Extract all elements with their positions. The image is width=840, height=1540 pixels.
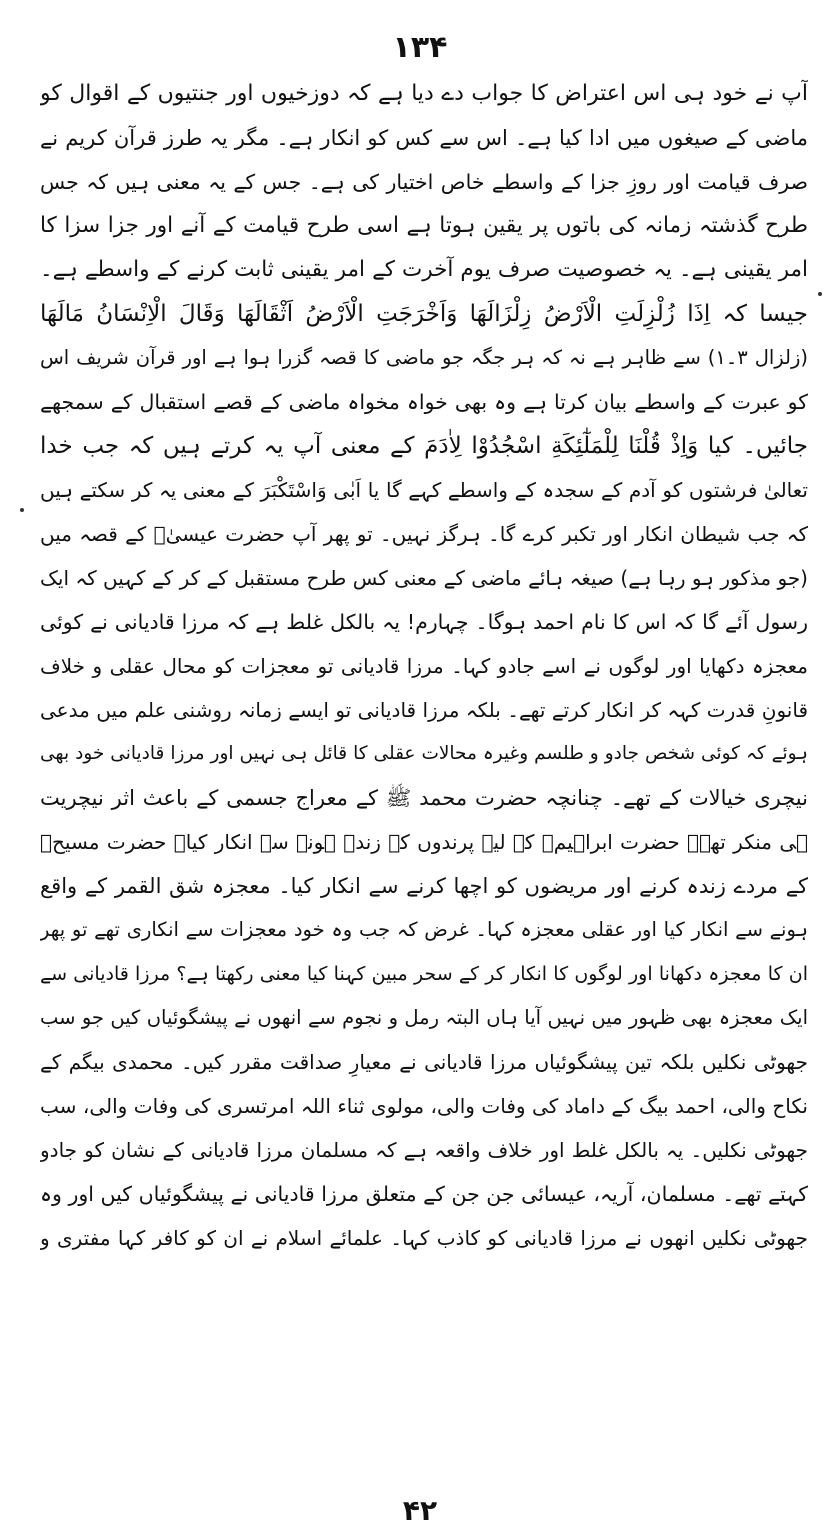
text-line: نکاح والی، احمد بیگ کے داماد کی وفات والی، مولوی ثناء اللہ امرتسری کی وفات والی، سب (40, 1094, 808, 1118)
text-line: جھوٹی نکلیں انھوں نے مرزا قادیانی کو کاذب کہا۔ علمائے اسلام نے ان کو کافر کہا مفتری و (40, 1226, 808, 1250)
text-line: امر یقینی ہے۔ یہ خصوصیت صرف یوم آخرت کے امر یقینی ثابت کرنے کے واسطے ہے۔ (40, 257, 808, 282)
text-line: ہی منکر تھے۔ حضرت ابراہیمؑ کے لیے پرندوں کے زندہ ہونے سے انکار کیا۔ حضرت مسیحؑ (40, 830, 808, 854)
text-line: قانونِ قدرت کہہ کر انکار کرتے تھے۔ بلکہ مرزا قادیانی تو ایسے زمانہ روشنی علم میں مدعی (40, 698, 808, 722)
text-line: ماضی کے صیغوں میں ادا کیا ہے۔ اس سے کس کو انکار ہے۔ مگر یہ طرز قرآن کریم نے (40, 126, 808, 150)
text-line: کو عبرت کے واسطے بیان کرتا ہے وہ بھی خواہ مخواہ ماضی کے قصے استقبال کے سمجھے (40, 390, 808, 414)
text-line: طرح گذشتہ زمانہ کی باتوں پر یقین ہوتا ہے اسی طرح قیامت کے آنے اور جزا سزا کا (40, 213, 808, 238)
margin-speck (20, 508, 24, 512)
text-line: کے مردے زندہ کرنے اور مریضوں کو اچھا کرنے سے انکار کیا۔ معجزہ شق القمر کے واقع (40, 874, 808, 898)
text-line: (جو مذکور ہو رہا ہے) صیغہ ہائے ماضی کے معنی کس طرح مستقبل کے کر کے کہیں کہ ایک (40, 566, 808, 590)
text-line: (زلزال ۳۔۱) سے ظاہر ہے نہ کہ ہر جگہ جو ماضی کا قصہ گزرا ہوا ہے اور قرآن شریف اس (40, 346, 808, 369)
text-line: جیسا کہ اِذَا زُلْزِلَتِ الْاَرْضُ زِلْزَالَهَا وَاَخْرَجَتِ الْاَرْضُ اَثْقَالَهَا وَقَالَ الْاِنْسَانُ مَالَهَا (40, 301, 808, 327)
margin-speck (818, 292, 822, 296)
text-line: ہوئے کہ کوئی شخص جادو و طلسم وغیرہ محالات عقلی کا قائل ہی نہیں اور مرزا قادیانی خود بھی (40, 743, 808, 764)
text-line: آپ نے خود ہی اس اعتراض کا جواب دے دیا ہے کہ دوزخیوں اور جنتیوں کے اقوال کو (40, 81, 808, 106)
text-line: کہتے تھے۔ مسلمان، آریہ، عیسائی جن جن کے متعلق مرزا قادیانی نے پیشگوئیاں کیں اور وہ (40, 1182, 808, 1206)
text-line: ایک معجزہ بھی ظہور میں نہیں آیا ہاں البتہ رمل و نجوم سے انھوں نے پیشگوئیاں کیں جو سب (40, 1006, 808, 1029)
text-line: صرف قیامت اور روزِ جزا کے واسطے خاص اختیار کی ہے۔ جس کے یہ معنی ہیں کہ جس (40, 170, 808, 194)
text-line: نیچری خیالات کے تھے۔ چنانچہ حضرت محمد ﷺ کے معراج جسمی کے باعث اثر نیچریت (40, 786, 808, 810)
text-line: جائیں۔ کیا وَاِذْ قُلْنَا لِلْمَلٰٓئِكَةِ اسْجُدُوْا لِاٰدَمَ کے معنی آپ یہ کرتے ہیں کہ جب خدا (40, 433, 808, 459)
page-number-top: ۱۳۴ (392, 30, 448, 65)
text-line: کہ جب شیطان انکار اور تکبر کرے گا۔ ہرگز نہیں۔ تو پھر آپ حضرت عیسیٰؑ کے قصہ میں (40, 522, 808, 546)
text-line: تعالیٰ فرشتوں کو آدم کے سجدہ کے واسطے کہے گا یا اَبٰی وَاسْتَكْبَرَ کے معنی یہ کر سکتے ہیں (40, 478, 808, 502)
text-line: ہونے سے انکار کیا اور عقلی معجزہ کہا۔ غرض کہ جب وہ خود معجزات سے انکاری تھے تو پھر (40, 918, 808, 941)
page-number-bottom: ۴۲ (402, 1494, 438, 1527)
text-line: جھوٹی نکلیں بلکہ تین پیشگوئیاں مرزا قادیانی نے معیارِ صداقت مقرر کیں۔ محمدی بیگم کے (40, 1050, 808, 1074)
text-line: جھوٹی نکلیں۔ یہ بالکل غلط اور خلاف واقعہ ہے کہ مسلمان مرزا قادیانی کے نشان کو جادو (40, 1138, 808, 1162)
text-line: ان کا معجزہ دکھانا اور لوگوں کا انکار کر کے سحر مبین کہنا کیا معنی رکھتا ہے؟ مرزا قادیانی سے (40, 963, 808, 985)
urdu-text-body (40, 72, 808, 1260)
text-line: رسول آئے گا کہ اس کا نام احمد ہوگا۔ چہارم! یہ بالکل غلط ہے کہ مرزا قادیانی نے کوئی (40, 610, 808, 634)
text-line: معجزہ دکھایا اور لوگوں نے اسے جادو کہا۔ مرزا قادیانی تو معجزات کو محال عقلی و خلاف (40, 654, 808, 678)
